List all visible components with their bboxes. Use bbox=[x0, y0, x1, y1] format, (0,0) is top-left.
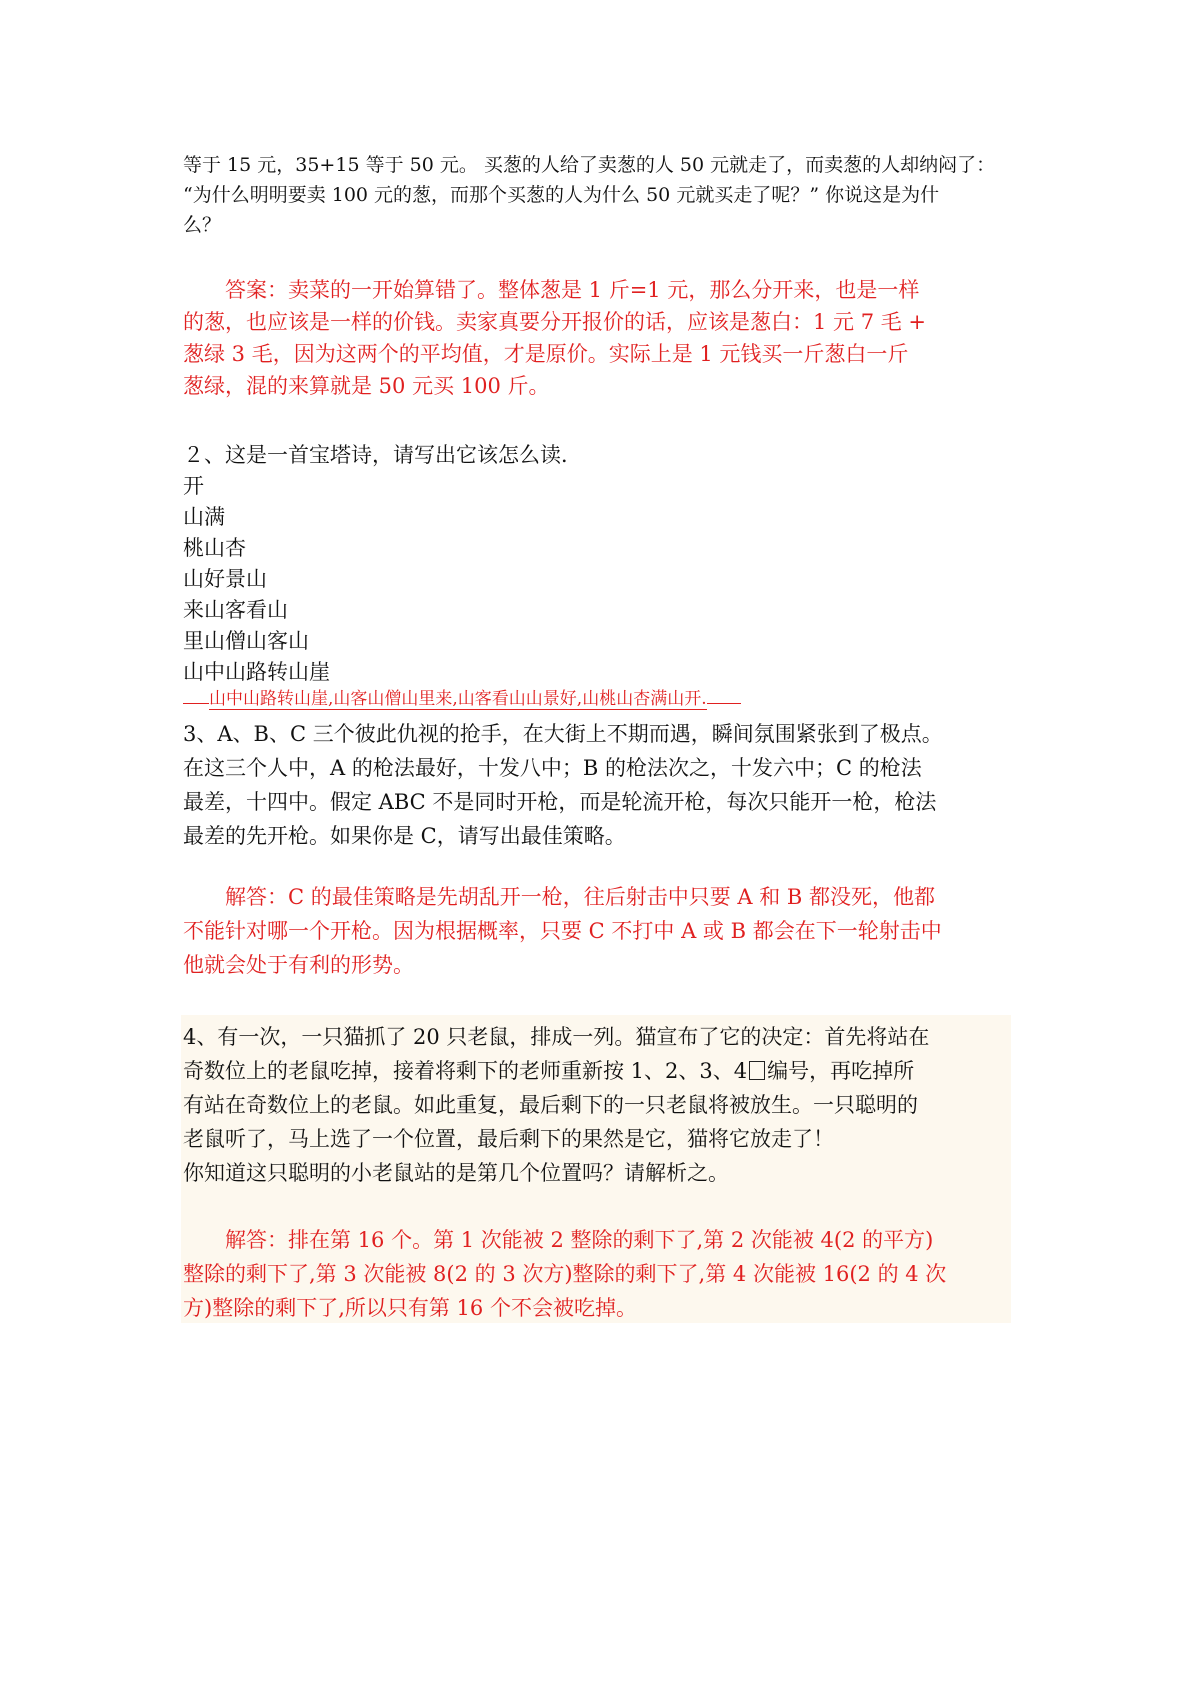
question-heading: ２、这是一首宝塔诗，请写出它该怎么读． bbox=[183, 443, 582, 467]
answer-line: 葱绿 3 毛，因为这两个的平均值，才是原价。实际上是 1 元钱买一斤葱白一斤 bbox=[183, 342, 909, 366]
answer-line: 葱绿，混的来算就是 50 元买 100 斤。 bbox=[183, 374, 550, 398]
answer-line: 方)整除的剩下了,所以只有第 16 个不会被吃掉。 bbox=[183, 1296, 637, 1320]
poem-line: 来山客看山 bbox=[183, 598, 288, 622]
text-line: 等于 15 元，35+15 等于 50 元。 买葱的人给了卖葱的人 50 元就走了，而卖葱的人却纳闷了： bbox=[183, 154, 996, 176]
problem-2-pagoda-poem bbox=[183, 440, 1011, 688]
answer-line bbox=[183, 687, 1011, 710]
text-segment: 编号，再吃掉所 bbox=[767, 1059, 915, 1083]
answer-2-text: 山中山路转山崖,山客山僧山里来,山客看山山景好,山桃山杏满山开. bbox=[209, 689, 707, 709]
text-line: 有站在奇数位上的老鼠。如此重复，最后剩下的一只老鼠将被放生。一只聪明的 bbox=[183, 1093, 918, 1117]
problem-1-text bbox=[183, 150, 1011, 240]
answer-line: 整除的剩下了,第 3 次能被 8(2 的 3 次方)整除的剩下了,第 4 次能被 16(2 的 4 次 bbox=[183, 1262, 947, 1286]
answer-line: 解答：C 的最佳策略是先胡乱开一枪，往后射击中只要 A 和 B 都没死，他都 bbox=[225, 885, 936, 909]
answer-4 bbox=[183, 1223, 1011, 1325]
text-line bbox=[183, 1054, 1011, 1088]
text-line: “为什么明明要卖 100 元的葱，而那个买葱的人为什么 50 元就买走了呢？” 你说这是为什 bbox=[183, 184, 940, 206]
text-line: 在这三个人中，A 的枪法最好，十发八中；B 的枪法次之，十发六中；C 的枪法 bbox=[183, 756, 922, 780]
underline-lead bbox=[183, 687, 209, 704]
poem-line: 桃山杏 bbox=[183, 536, 246, 560]
text-line: 最差的先开枪。如果你是 C，请写出最佳策略。 bbox=[183, 824, 626, 848]
text-line: 么？ bbox=[183, 214, 222, 236]
underline-tail bbox=[707, 687, 741, 704]
poem-line: 山好景山 bbox=[183, 567, 267, 591]
problem-3-text bbox=[183, 717, 1011, 853]
answer-line: 他就会处于有利的形势。 bbox=[183, 953, 414, 977]
answer-line: 不能针对哪一个开枪。因为根据概率，只要 C 不打中 A 或 B 都会在下一轮射击中 bbox=[183, 919, 942, 943]
answer-line: 解答：排在第 16 个。第 1 次能被 2 整除的剩下了,第 2 次能被 4(2 的平方) bbox=[225, 1228, 934, 1252]
text-line: 老鼠听了，马上选了一个位置，最后剩下的果然是它，猫将它放走了！ bbox=[183, 1127, 834, 1151]
answer-3 bbox=[183, 880, 1011, 982]
poem-line: 山满 bbox=[183, 505, 225, 529]
answer-1 bbox=[183, 274, 1011, 402]
poem-line: 开 bbox=[183, 474, 204, 498]
problem-4-text bbox=[183, 1020, 1011, 1190]
poem-line: 山中山路转山崖 bbox=[183, 660, 330, 684]
answer-2 bbox=[183, 687, 1011, 710]
text-line: 4、有一次，一只猫抓了 20 只老鼠，排成一列。猫宣布了它的决定：首先将站在 bbox=[183, 1025, 930, 1049]
text-line: 3、A、B、C 三个彼此仇视的抢手，在大街上不期而遇，瞬间氛围紧张到了极点。 bbox=[183, 722, 943, 746]
text-line: 最差，十四中。假定 ABC 不是同时开枪，而是轮流开枪，每次只能开一枪，枪法 bbox=[183, 790, 937, 814]
answer-line: 的葱，也应该是一样的价钱。卖家真要分开报价的话，应该是葱白：1 元 7 毛 + bbox=[183, 310, 927, 334]
missing-glyph-box-icon bbox=[749, 1061, 765, 1080]
text-line: 你知道这只聪明的小老鼠站的是第几个位置吗？请解析之。 bbox=[183, 1161, 729, 1185]
poem-line: 里山僧山客山 bbox=[183, 629, 309, 653]
answer-line: 答案：卖菜的一开始算错了。整体葱是 1 斤=1 元，那么分开来，也是一样 bbox=[225, 278, 920, 302]
text-segment: 奇数位上的老鼠吃掉，接着将剩下的老师重新按 1、2、3、4 bbox=[183, 1059, 748, 1083]
